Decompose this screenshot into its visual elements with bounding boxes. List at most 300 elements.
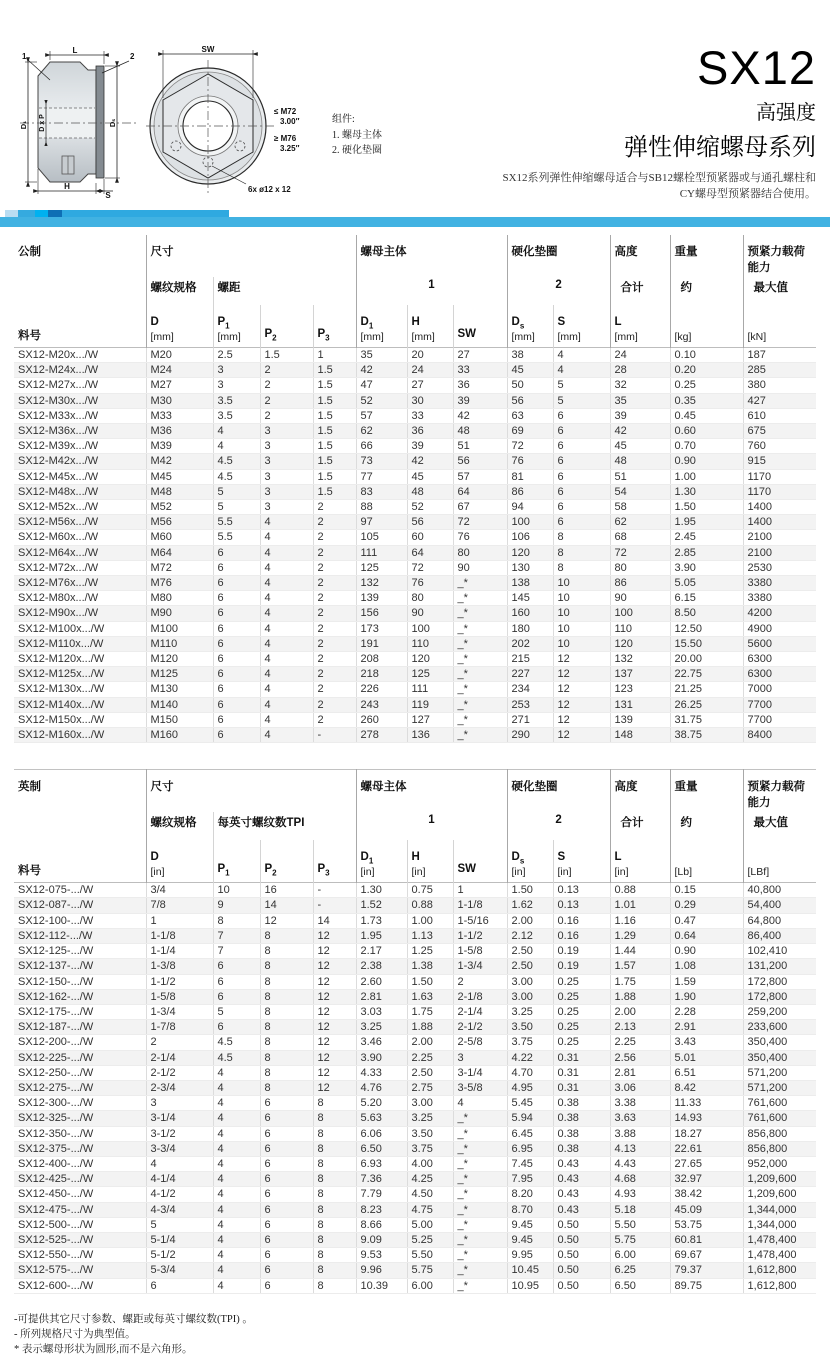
value-cell: 4.22 xyxy=(507,1050,553,1065)
value-cell: 1.5 xyxy=(313,469,356,484)
value-cell: 1400 xyxy=(743,500,816,515)
part-number-cell: SX12-M140x.../W xyxy=(14,697,146,712)
table-row xyxy=(14,621,816,636)
value-cell: 380 xyxy=(743,378,816,393)
value-cell: 0.19 xyxy=(553,959,610,974)
part-number-cell: SX12-M36x.../W xyxy=(14,424,146,439)
value-cell: 4 xyxy=(146,1156,213,1171)
value-cell: 2-5/8 xyxy=(453,1035,507,1050)
value-cell: 2.00 xyxy=(507,913,553,928)
size-note-ge: ≥ M76 xyxy=(274,134,297,143)
table-row xyxy=(14,1263,816,1278)
part-number-cell: SX12-M56x.../W xyxy=(14,515,146,530)
value-cell: M64 xyxy=(146,545,213,560)
group-load-max: 最大值 xyxy=(743,277,816,305)
value-cell: 10 xyxy=(553,606,610,621)
value-cell: 2.00 xyxy=(407,1035,453,1050)
group-thread-spec: 螺纹规格 xyxy=(146,812,213,840)
value-cell: 1.5 xyxy=(313,408,356,423)
value-cell: _* xyxy=(453,1111,507,1126)
value-cell: 3 xyxy=(146,1096,213,1111)
value-cell: 8.50 xyxy=(670,606,743,621)
table-row xyxy=(14,576,816,591)
table-row xyxy=(14,1156,816,1171)
value-cell: 191 xyxy=(356,636,407,651)
value-cell: 18.27 xyxy=(670,1126,743,1141)
value-cell: _* xyxy=(453,636,507,651)
value-cell: 0.38 xyxy=(553,1141,610,1156)
column-header-p1: $P_1$ [mm] xyxy=(213,305,260,348)
value-cell: 42 xyxy=(610,424,670,439)
part-number-cell: SX12-M120x.../W xyxy=(14,652,146,667)
part-number-cell: SX12-M125x.../W xyxy=(14,667,146,682)
value-cell: 2 xyxy=(313,682,356,697)
value-cell: 30 xyxy=(407,393,453,408)
value-cell: 1-5/8 xyxy=(453,944,507,959)
value-cell: 1.5 xyxy=(313,378,356,393)
part-number-cell: SX12-M20x.../W xyxy=(14,348,146,363)
value-cell: 132 xyxy=(356,576,407,591)
dim-label-ds: Dₛ xyxy=(108,118,117,128)
table-row xyxy=(14,484,816,499)
value-cell: M76 xyxy=(146,576,213,591)
value-cell: 9.95 xyxy=(507,1248,553,1263)
value-cell: _* xyxy=(453,1263,507,1278)
value-cell: 2 xyxy=(313,606,356,621)
value-cell: 202 xyxy=(507,636,553,651)
value-cell: 1.59 xyxy=(670,974,743,989)
value-cell: 1.5 xyxy=(313,484,356,499)
table-row xyxy=(14,667,816,682)
group-size: 尺寸 xyxy=(146,770,356,813)
value-cell: M20 xyxy=(146,348,213,363)
value-cell: 2.50 xyxy=(507,959,553,974)
value-cell: 80 xyxy=(407,591,453,606)
value-cell: 0.25 xyxy=(553,974,610,989)
value-cell: 8 xyxy=(260,974,313,989)
value-cell: 4 xyxy=(260,728,313,743)
value-cell: 6 xyxy=(213,959,260,974)
value-cell: 4 xyxy=(260,560,313,575)
value-cell: 3-3/4 xyxy=(146,1141,213,1156)
value-cell: 8400 xyxy=(743,728,816,743)
value-cell: M56 xyxy=(146,515,213,530)
value-cell: 54 xyxy=(610,484,670,499)
value-cell: 2 xyxy=(313,515,356,530)
value-cell: M27 xyxy=(146,378,213,393)
value-cell: 5.50 xyxy=(610,1217,670,1232)
value-cell: 2.45 xyxy=(670,530,743,545)
value-cell: 5.5 xyxy=(213,530,260,545)
value-cell: 69 xyxy=(507,424,553,439)
value-cell: 6 xyxy=(260,1217,313,1232)
value-cell: 72 xyxy=(507,439,553,454)
value-cell: 120 xyxy=(610,636,670,651)
value-cell: 145 xyxy=(507,591,553,606)
value-cell: _* xyxy=(453,712,507,727)
value-cell: 131,200 xyxy=(743,959,816,974)
value-cell: 21.25 xyxy=(670,682,743,697)
value-cell: 2.81 xyxy=(610,1065,670,1080)
column-header-h: H [in] xyxy=(407,840,453,883)
value-cell: 3.75 xyxy=(507,1035,553,1050)
part-number-cell: SX12-M64x.../W xyxy=(14,545,146,560)
value-cell: 1.5 xyxy=(313,363,356,378)
dim-label-s: S xyxy=(105,191,111,198)
value-cell: 80 xyxy=(610,560,670,575)
part-number-cell: SX12-137-.../W xyxy=(14,959,146,974)
value-cell: 50 xyxy=(507,378,553,393)
value-cell: 1.29 xyxy=(610,928,670,943)
table-row xyxy=(14,1141,816,1156)
value-cell: 6.93 xyxy=(356,1156,407,1171)
value-cell: 12 xyxy=(260,913,313,928)
value-cell: 100 xyxy=(407,621,453,636)
value-cell: 243 xyxy=(356,697,407,712)
table-row xyxy=(14,1004,816,1019)
value-cell: 8 xyxy=(313,1172,356,1187)
group-pitch: 螺距 xyxy=(213,277,356,305)
part-number-cell: SX12-M27x.../W xyxy=(14,378,146,393)
value-cell: 3380 xyxy=(743,576,816,591)
value-cell: 4.33 xyxy=(356,1065,407,1080)
part-number-cell: SX12-162-.../W xyxy=(14,989,146,1004)
table-row xyxy=(14,944,816,959)
system-label: 公制 xyxy=(18,246,41,258)
value-cell: 57 xyxy=(453,469,507,484)
table-row xyxy=(14,348,816,363)
value-cell: 90 xyxy=(453,560,507,575)
value-cell: 8.70 xyxy=(507,1202,553,1217)
column-header-l: L [mm] xyxy=(610,305,670,348)
value-cell: 7/8 xyxy=(146,898,213,913)
value-cell: 0.20 xyxy=(670,363,743,378)
value-cell: 2 xyxy=(313,500,356,515)
group-weight: 重量 xyxy=(670,235,743,277)
value-cell: 156 xyxy=(356,606,407,621)
metric-table xyxy=(14,235,816,743)
part-number-cell: SX12-M72x.../W xyxy=(14,560,146,575)
value-cell: 105 xyxy=(356,530,407,545)
value-cell: 8.20 xyxy=(507,1187,553,1202)
table-row xyxy=(14,439,816,454)
value-cell: 5.25 xyxy=(407,1232,453,1247)
part-number-cell: SX12-400-.../W xyxy=(14,1156,146,1171)
value-cell: 5 xyxy=(146,1217,213,1232)
value-cell: 0.25 xyxy=(553,1004,610,1019)
value-cell: _* xyxy=(453,697,507,712)
table-row xyxy=(14,1202,816,1217)
value-cell: 2 xyxy=(313,576,356,591)
value-cell: 1.5 xyxy=(313,393,356,408)
table-row xyxy=(14,728,816,743)
spacer-cell xyxy=(14,812,146,840)
value-cell: 4.75 xyxy=(407,1202,453,1217)
spacer-cell xyxy=(14,277,146,305)
table-row xyxy=(14,1065,816,1080)
value-cell: 36 xyxy=(407,424,453,439)
part-number-cell: SX12-M60x.../W xyxy=(14,530,146,545)
value-cell: _* xyxy=(453,576,507,591)
value-cell: 8.42 xyxy=(670,1080,743,1095)
value-cell: 72 xyxy=(610,545,670,560)
value-cell: 760 xyxy=(743,439,816,454)
value-cell: 160 xyxy=(507,606,553,621)
value-cell: 26.25 xyxy=(670,697,743,712)
value-cell: 3 xyxy=(213,378,260,393)
value-cell: 56 xyxy=(407,515,453,530)
value-cell: 7.45 xyxy=(507,1156,553,1171)
value-cell: 0.75 xyxy=(407,883,453,898)
value-cell: 1-1/2 xyxy=(453,928,507,943)
value-cell: 2 xyxy=(313,530,356,545)
value-cell: 127 xyxy=(407,712,453,727)
value-cell: 42 xyxy=(453,408,507,423)
value-cell: 4 xyxy=(213,1248,260,1263)
value-cell: 4.13 xyxy=(610,1141,670,1156)
value-cell: 132 xyxy=(610,652,670,667)
value-cell: M30 xyxy=(146,393,213,408)
table-row xyxy=(14,560,816,575)
value-cell: 3.00 xyxy=(507,989,553,1004)
value-cell: 0.13 xyxy=(553,883,610,898)
value-cell: _* xyxy=(453,621,507,636)
value-cell: 4.93 xyxy=(610,1187,670,1202)
value-cell: 1.95 xyxy=(356,928,407,943)
table-row xyxy=(14,1248,816,1263)
value-cell: 1170 xyxy=(743,484,816,499)
value-cell: 350,400 xyxy=(743,1050,816,1065)
value-cell: 6 xyxy=(260,1156,313,1171)
value-cell: 0.45 xyxy=(670,408,743,423)
value-cell: 4 xyxy=(213,1232,260,1247)
value-cell: 7 xyxy=(213,944,260,959)
value-cell: 8 xyxy=(313,1278,356,1293)
value-cell: 173 xyxy=(356,621,407,636)
value-cell: 0.31 xyxy=(553,1050,610,1065)
value-cell: 1.57 xyxy=(610,959,670,974)
value-cell: - xyxy=(313,728,356,743)
value-cell: 0.38 xyxy=(553,1111,610,1126)
table-row xyxy=(14,1111,816,1126)
value-cell: 8 xyxy=(260,989,313,1004)
value-cell: 86 xyxy=(507,484,553,499)
value-cell: 2.00 xyxy=(610,1004,670,1019)
value-cell: 6.95 xyxy=(507,1141,553,1156)
value-cell: 0.90 xyxy=(670,944,743,959)
value-cell: 12 xyxy=(553,712,610,727)
value-cell: _* xyxy=(453,1232,507,1247)
value-cell: 3.03 xyxy=(356,1004,407,1019)
part-number-cell: SX12-M39x.../W xyxy=(14,439,146,454)
value-cell: M42 xyxy=(146,454,213,469)
value-cell: 2.50 xyxy=(407,1065,453,1080)
value-cell: 0.90 xyxy=(670,454,743,469)
value-cell: 3.75 xyxy=(407,1141,453,1156)
value-cell: 120 xyxy=(407,652,453,667)
column-header-weight: [kg] xyxy=(670,305,743,348)
value-cell: 33 xyxy=(407,408,453,423)
value-cell: 110 xyxy=(407,636,453,651)
value-cell: 4 xyxy=(453,1096,507,1111)
value-cell: 4 xyxy=(260,591,313,606)
value-cell: 1.5 xyxy=(260,348,313,363)
table-row xyxy=(14,393,816,408)
value-cell: 8 xyxy=(313,1263,356,1278)
value-cell: 4 xyxy=(213,1278,260,1293)
value-cell: M45 xyxy=(146,469,213,484)
value-cell: 1,612,800 xyxy=(743,1263,816,1278)
group-washer: 硬化垫圈 xyxy=(507,235,610,277)
value-cell: 0.43 xyxy=(553,1187,610,1202)
table-row xyxy=(14,974,816,989)
group-load: 预紧力载荷能力 xyxy=(743,770,816,813)
value-cell: 0.38 xyxy=(553,1126,610,1141)
value-cell: 6 xyxy=(553,500,610,515)
value-cell: 9.53 xyxy=(356,1248,407,1263)
value-cell: 6.06 xyxy=(356,1126,407,1141)
column-header-sw: SW xyxy=(453,840,507,883)
value-cell: _* xyxy=(453,1278,507,1293)
column-header-d1: $D_1$ [mm] xyxy=(356,305,407,348)
value-cell: 2 xyxy=(260,393,313,408)
dim-label-sw: SW xyxy=(201,45,215,54)
value-cell: 6 xyxy=(553,424,610,439)
value-cell: 1.52 xyxy=(356,898,407,913)
value-cell: M140 xyxy=(146,697,213,712)
value-cell: 4-1/4 xyxy=(146,1172,213,1187)
value-cell: 6300 xyxy=(743,667,816,682)
value-cell: 83 xyxy=(356,484,407,499)
value-cell: 6.50 xyxy=(356,1141,407,1156)
value-cell: 1.00 xyxy=(407,913,453,928)
value-cell: 10 xyxy=(553,591,610,606)
value-cell: 1.38 xyxy=(407,959,453,974)
value-cell: M90 xyxy=(146,606,213,621)
value-cell: 125 xyxy=(356,560,407,575)
value-cell: 137 xyxy=(610,667,670,682)
value-cell: 4 xyxy=(553,348,610,363)
value-cell: 3/4 xyxy=(146,883,213,898)
value-cell: 3.25 xyxy=(356,1020,407,1035)
value-cell: 4 xyxy=(213,439,260,454)
value-cell: 12 xyxy=(313,1050,356,1065)
group-weight: 重量 xyxy=(670,770,743,813)
group-height: 高度 xyxy=(610,235,670,277)
value-cell: 4.25 xyxy=(407,1172,453,1187)
value-cell: _* xyxy=(453,1172,507,1187)
part-number-cell: SX12-425-.../W xyxy=(14,1172,146,1187)
value-cell: 12 xyxy=(313,1035,356,1050)
value-cell: 8 xyxy=(260,1004,313,1019)
table-row xyxy=(14,1187,816,1202)
value-cell: 9.09 xyxy=(356,1232,407,1247)
value-cell: M24 xyxy=(146,363,213,378)
table-row xyxy=(14,454,816,469)
value-cell: 6 xyxy=(553,469,610,484)
value-cell: 5.18 xyxy=(610,1202,670,1217)
column-header-s: S [mm] xyxy=(553,305,610,348)
value-cell: M100 xyxy=(146,621,213,636)
value-cell: 0.50 xyxy=(553,1232,610,1247)
value-cell: 4 xyxy=(260,697,313,712)
value-cell: 52 xyxy=(407,500,453,515)
system-label: 英制 xyxy=(18,781,41,794)
value-cell: 1.50 xyxy=(407,974,453,989)
value-cell: 1,344,000 xyxy=(743,1202,816,1217)
value-cell: 8 xyxy=(213,913,260,928)
column-header-ds: $D_s$ [in] xyxy=(507,840,553,883)
value-cell: 2.56 xyxy=(610,1050,670,1065)
value-cell: 5.00 xyxy=(407,1217,453,1232)
value-cell: 3.00 xyxy=(407,1096,453,1111)
value-cell: 571,200 xyxy=(743,1080,816,1095)
value-cell: 1.5 xyxy=(313,454,356,469)
value-cell: 0.50 xyxy=(553,1263,610,1278)
footnotes xyxy=(14,1312,830,1357)
value-cell: 208 xyxy=(356,652,407,667)
value-cell: 3.25 xyxy=(407,1111,453,1126)
part-number-cell: SX12-187-.../W xyxy=(14,1020,146,1035)
part-number-cell: SX12-M33x.../W xyxy=(14,408,146,423)
value-cell: 952,000 xyxy=(743,1156,816,1171)
part-number-cell: SX12-325-.../W xyxy=(14,1111,146,1126)
page-subtitle-strength: 高强度 xyxy=(756,101,816,124)
value-cell: 3-5/8 xyxy=(453,1080,507,1095)
value-cell: 4.5 xyxy=(213,1050,260,1065)
value-cell: 6 xyxy=(213,636,260,651)
table-row xyxy=(14,682,816,697)
value-cell: 187 xyxy=(743,348,816,363)
column-header-h: H [mm] xyxy=(407,305,453,348)
value-cell: 8 xyxy=(313,1187,356,1202)
value-cell: 8 xyxy=(260,959,313,974)
column-header-p2: $P_2$ xyxy=(260,840,313,883)
value-cell: 4 xyxy=(213,424,260,439)
value-cell: 72 xyxy=(453,515,507,530)
value-cell: 2.91 xyxy=(670,1020,743,1035)
value-cell: 4 xyxy=(213,1096,260,1111)
value-cell: 12 xyxy=(553,652,610,667)
value-cell: 4 xyxy=(213,1217,260,1232)
value-cell: 1-1/8 xyxy=(146,928,213,943)
value-cell: 5.5 xyxy=(213,515,260,530)
value-cell: 42 xyxy=(356,363,407,378)
value-cell: 2.25 xyxy=(610,1035,670,1050)
part-number-cell: SX12-M30x.../W xyxy=(14,393,146,408)
value-cell: 2.38 xyxy=(356,959,407,974)
value-cell: 5.45 xyxy=(507,1096,553,1111)
table-row xyxy=(14,500,816,515)
part-number-cell: SX12-M48x.../W xyxy=(14,484,146,499)
value-cell: M125 xyxy=(146,667,213,682)
value-cell: 24 xyxy=(407,363,453,378)
value-cell: 6 xyxy=(260,1202,313,1217)
value-cell: 3 xyxy=(453,1050,507,1065)
value-cell: 3.90 xyxy=(670,560,743,575)
value-cell: 4200 xyxy=(743,606,816,621)
value-cell: 172,800 xyxy=(743,974,816,989)
value-cell: 119 xyxy=(407,697,453,712)
value-cell: 27 xyxy=(407,378,453,393)
value-cell: 5-1/4 xyxy=(146,1232,213,1247)
value-cell: 0.50 xyxy=(553,1248,610,1263)
value-cell: 6 xyxy=(553,439,610,454)
value-cell: 8 xyxy=(553,560,610,575)
value-cell: 4 xyxy=(213,1080,260,1095)
value-cell: 6 xyxy=(213,576,260,591)
value-cell: 7700 xyxy=(743,697,816,712)
